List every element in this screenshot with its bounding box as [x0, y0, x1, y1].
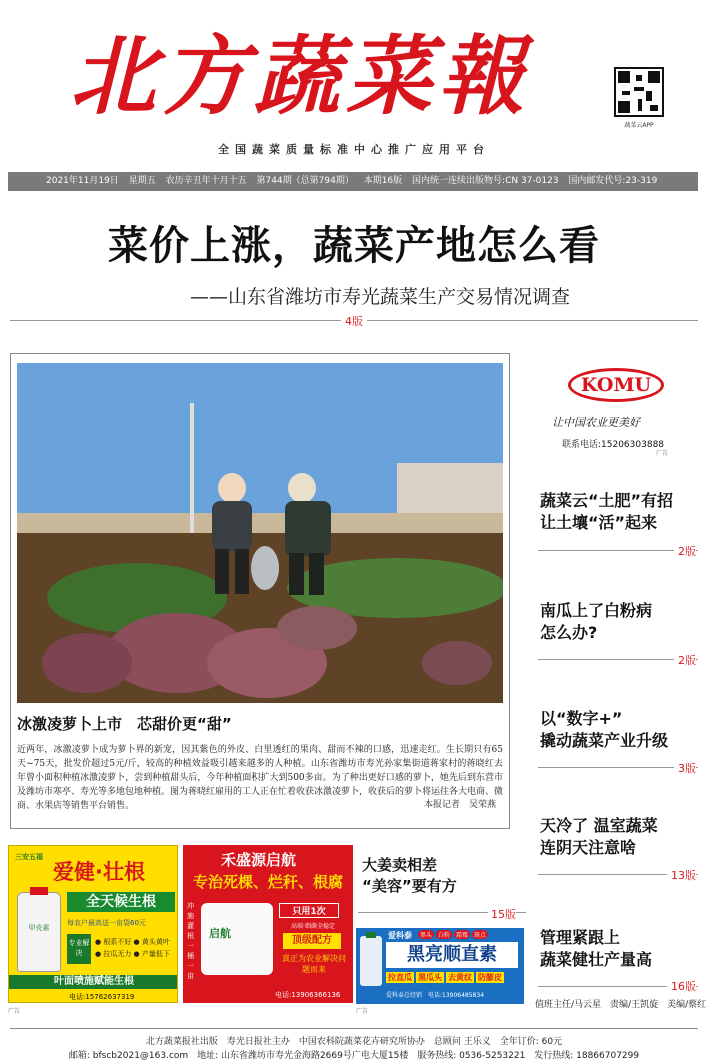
issue-weekday: 星期五	[128, 176, 156, 186]
ad-b-phone: 电话:13906366136	[275, 991, 341, 999]
ad-a-title: 爱健·壮根	[53, 860, 145, 884]
divider	[10, 1028, 698, 1029]
ad-b-brand: 禾盛源启航	[221, 851, 297, 869]
ad-b-tag: 冲施	[187, 902, 194, 920]
photo-story-text: 近两年，冰激凌萝卜成为萝卜界的新宠，因其紫色的外皮、白里透红的果肉、甜而不辣的口感，迅速走红。生长期只有65天~75天，批发价超过5元/斤，较高的种植效益吸引越来越多的人种植。山东省潍坊市寿光孙家集街道蒋家村的蒋晓红去年曾小面积种植冰激凌萝卜，尝到种植甜头后，今年种植面积扩大到500多亩。为了种出更好口感的萝卜，她先后到东营市及潍坊市寒亭、寿光等多地包地种植。图为蒋晓红雇用的工人正在忙着收获冰激凌萝卜，收获后的萝卜将运往各大电商、微商、水果店等销售平台销售。	[17, 745, 504, 811]
side-story-page[interactable]: 13版	[667, 867, 696, 883]
aijian-ad[interactable]	[8, 845, 178, 1003]
ad-a-bottle	[17, 892, 61, 972]
ad-b-jar-label: 启航	[209, 927, 231, 940]
side-story-title[interactable]: 南瓜上了白粉病 怎么办?	[540, 601, 653, 642]
ad-c-title: 黑亮顺直素	[386, 942, 518, 968]
ad-b-jar	[201, 903, 273, 975]
ad-c-point: 去黄纹	[448, 973, 472, 982]
ad-c-phone: 爱科泰总经销 电话:13906485834	[386, 992, 485, 999]
contact-address: 地址: 山东省潍坊市寿光金海路2669号广电大厦15楼	[197, 1051, 409, 1061]
contact-info	[0, 1048, 708, 1061]
issue-info-bar	[8, 172, 698, 191]
side-story-title[interactable]: 以“数字+” 撬动蔬菜产业升级	[540, 709, 669, 750]
issue-pages: 本期16版	[363, 176, 403, 186]
photo-byline: 本报记者 吴荣燕	[424, 800, 497, 810]
ad-b-left-tags	[187, 901, 199, 981]
ad-c-point: 黑瓜头	[418, 973, 442, 982]
ad-b-tag: 灌根	[187, 922, 194, 940]
qr-label: 蔬菜云APP	[624, 122, 654, 129]
ad-c-tag: 白粉	[438, 932, 451, 939]
komu-slogan: 让中国农业更美好	[552, 416, 640, 429]
side-story-page[interactable]: 2版	[674, 543, 696, 559]
ad-a-offer: 每农户最高送一亩袋60元	[67, 919, 146, 927]
mid-story-page[interactable]: 15版	[488, 906, 516, 922]
ad-a-footer: 叶面喷施赋能生根	[9, 975, 178, 989]
side-story-page[interactable]: 2版	[674, 652, 696, 668]
ad-label: 广告	[656, 450, 669, 457]
heshengyuan-ad[interactable]	[183, 845, 353, 1003]
ad-c-tag: 斑点	[474, 932, 487, 939]
side-story-title[interactable]: 天冷了 温室蔬菜 连阴天注意啥	[540, 816, 658, 857]
radish-harvest-photo	[17, 363, 503, 703]
ad-c-tag: 黑头	[420, 932, 433, 939]
ad-a-banner: 全天候生根	[67, 892, 175, 912]
service-hotline: 服务热线: 0536-5253221	[417, 1051, 526, 1061]
ad-a-point: ● 拉瓜无力 ● 产量低下	[95, 950, 170, 958]
tagline: 全国蔬菜质量标准中心推广应用平台	[218, 143, 490, 156]
side-story-title[interactable]: 管理紧跟上 蔬菜健壮产量高	[540, 928, 653, 969]
ad-c-tag: 霜霉	[456, 932, 469, 939]
ad-c-tags	[418, 930, 488, 939]
ad-c-brand: 爱科泰	[388, 931, 412, 940]
side-story-title[interactable]: 蔬菜云“土肥”有招 让土壤“活”起来	[540, 491, 674, 532]
mid-story-title[interactable]: 大姜卖相差 “美容”要有方	[362, 856, 457, 895]
lead-page-ref[interactable]: 4版	[341, 313, 367, 329]
distribution-hotline: 发行热线: 18866707299	[534, 1051, 640, 1061]
issue-lunar-date: 农历辛丑年十月十五	[165, 176, 247, 186]
qr-code-icon	[614, 67, 664, 117]
contact-email[interactable]: 邮箱: bfscb2021@163.com	[68, 1051, 189, 1061]
ad-b-once: 只用1次	[279, 903, 339, 918]
komu-logo: KOMU	[568, 368, 664, 402]
ad-c-point: 拉直瓜	[388, 973, 412, 982]
ad-a-brand: 三安五福	[15, 853, 43, 861]
ad-a-product: 甲壳素	[28, 924, 50, 932]
ad-a-point: ● 根系不好 ● 黄头黄叶	[95, 938, 170, 946]
ad-a-phone: 电话:15762637319	[69, 993, 135, 1001]
ad-c-points	[386, 972, 504, 983]
aiketai-ad[interactable]	[356, 928, 524, 1004]
bottle-cap-icon	[30, 887, 48, 895]
ad-b-sub: 高端·细菌全稳定	[291, 923, 335, 930]
issue-date: 2021年11月19日	[46, 176, 119, 186]
ad-b-title: 专治死棵、烂秆、根腐	[192, 873, 343, 891]
lead-subhead: ——山东省潍坊市寿光蔬菜生产交易情况调查	[189, 286, 570, 308]
komu-phone: 联系电话:15206303888	[562, 440, 665, 450]
side-story-page[interactable]: 16版	[667, 978, 696, 994]
ad-c-point: 防膨皮	[478, 973, 502, 982]
ad-c-bottle	[360, 936, 382, 986]
ad-b-tag: 一桶一亩	[187, 942, 194, 980]
editors-credit: 值班主任/马云星 责编/王凯旋 美编/蔡红	[535, 1000, 707, 1010]
issue-cn-number: 国内统一连续出版物号:CN 37-0123	[412, 176, 559, 186]
ad-label: 广告	[356, 1008, 369, 1015]
ad-a-tag: 专业解决	[67, 934, 91, 964]
bottle-cap-icon	[366, 932, 376, 938]
publisher-info: 北方蔬菜报社出版 寿光日报社主办 中国农科院蔬菜花卉研究所协办 总顾问 王乐义 全年订价: 60元	[145, 1037, 563, 1047]
issue-postal-code: 国内邮发代号:23-319	[568, 176, 658, 186]
photo-illustration	[17, 363, 503, 703]
ad-b-formula: 顶级配方	[283, 933, 341, 949]
masthead-title: 北方蔬菜報	[70, 26, 530, 127]
lead-headline: 菜价上涨，蔬菜产地怎么看	[108, 223, 600, 269]
side-story-page[interactable]: 3版	[674, 760, 696, 776]
ad-a-points	[95, 936, 170, 960]
ad-b-slogan: 真正为农业解决问题而来	[282, 954, 346, 974]
photo-caption: 冰激凌萝卜上市 芯甜价更“甜”	[17, 715, 232, 733]
issue-number: 第744期（总第794期）	[256, 176, 354, 186]
ad-label: 广告	[8, 1008, 21, 1015]
